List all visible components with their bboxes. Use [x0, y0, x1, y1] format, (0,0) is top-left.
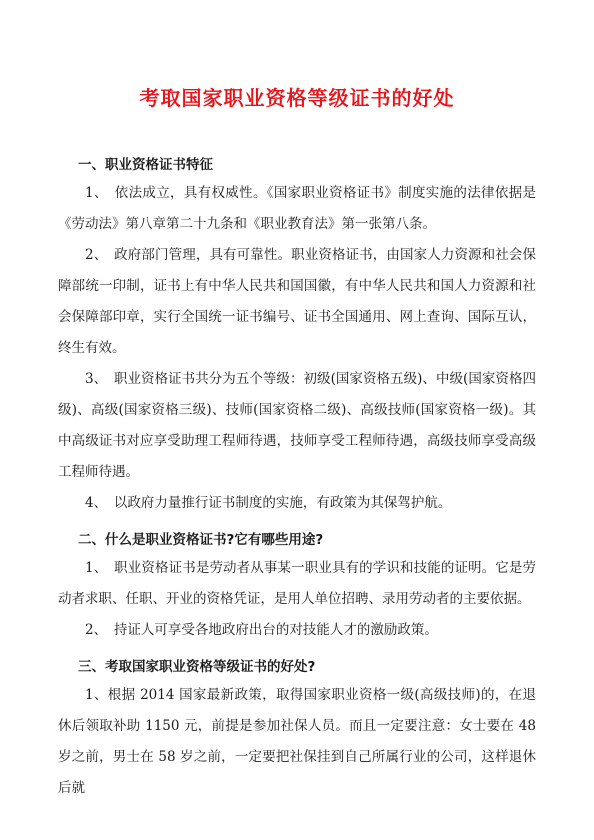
- paragraph-1-4: 4、 以政府力量推行证书制度的实施，有政策为其保驾护航。: [85, 495, 452, 511]
- section-heading-2: 二、什么是职业资格证书?它有哪些用途?: [78, 532, 324, 548]
- paragraph-2-2: 2、 持证人可享受各地政府出台的对技能人才的激励政策。: [85, 622, 438, 638]
- section-heading-3: 三、考取国家职业资格等级证书的好处?: [78, 659, 316, 675]
- section-heading-1: 一、职业资格证书特征: [78, 157, 213, 173]
- paragraph-3-1: 1、根据 2014 国家最新政策，取得国家职业资格一级(高级技师)的，在退休后领取补助 1150 元，前提是参加社保人员。而且一定要注意：女士要在 48 岁之前，男士在 58 岁之前，一定要把社保挂到自己所属行业的公司，这样退休后就: [58, 687, 536, 796]
- paragraph-1-3: 3、 职业资格证书共分为五个等级：初级(国家资格五级)、中级(国家资格四级)、高级(国家资格三级)、技师(国家资格二级)、高级技师(国家资格一级)。其中高级证书对应享受助理工程师待遇，技师享受工程师待遇，高级技师享受高级工程师待遇。: [58, 371, 536, 480]
- paragraph-1-2: 2、 政府部门管理，具有可靠性。职业资格证书，由国家人力资源和社会保障部统一印制，证书上有中华人民共和国国徽，有中华人民共和国人力资源和社会保障部印章，实行全国统一证书编号、证书全国通用、网上查询、国际互认，终生有效。: [58, 247, 536, 356]
- paragraph-2-1: 1、 职业资格证书是劳动者从事某一职业具有的学识和技能的证明。它是劳动者求职、任职、开业的资格凭证，是用人单位招聘、录用劳动者的主要依据。: [58, 560, 536, 607]
- document-title: 考取国家职业资格等级证书的好处: [139, 86, 455, 110]
- paragraph-1-1: 1、 依法成立，具有权威性。《国家职业资格证书》制度实施的法律依据是《劳动法》第八章第二十九条和《职业教育法》第一张第八条。: [58, 185, 536, 232]
